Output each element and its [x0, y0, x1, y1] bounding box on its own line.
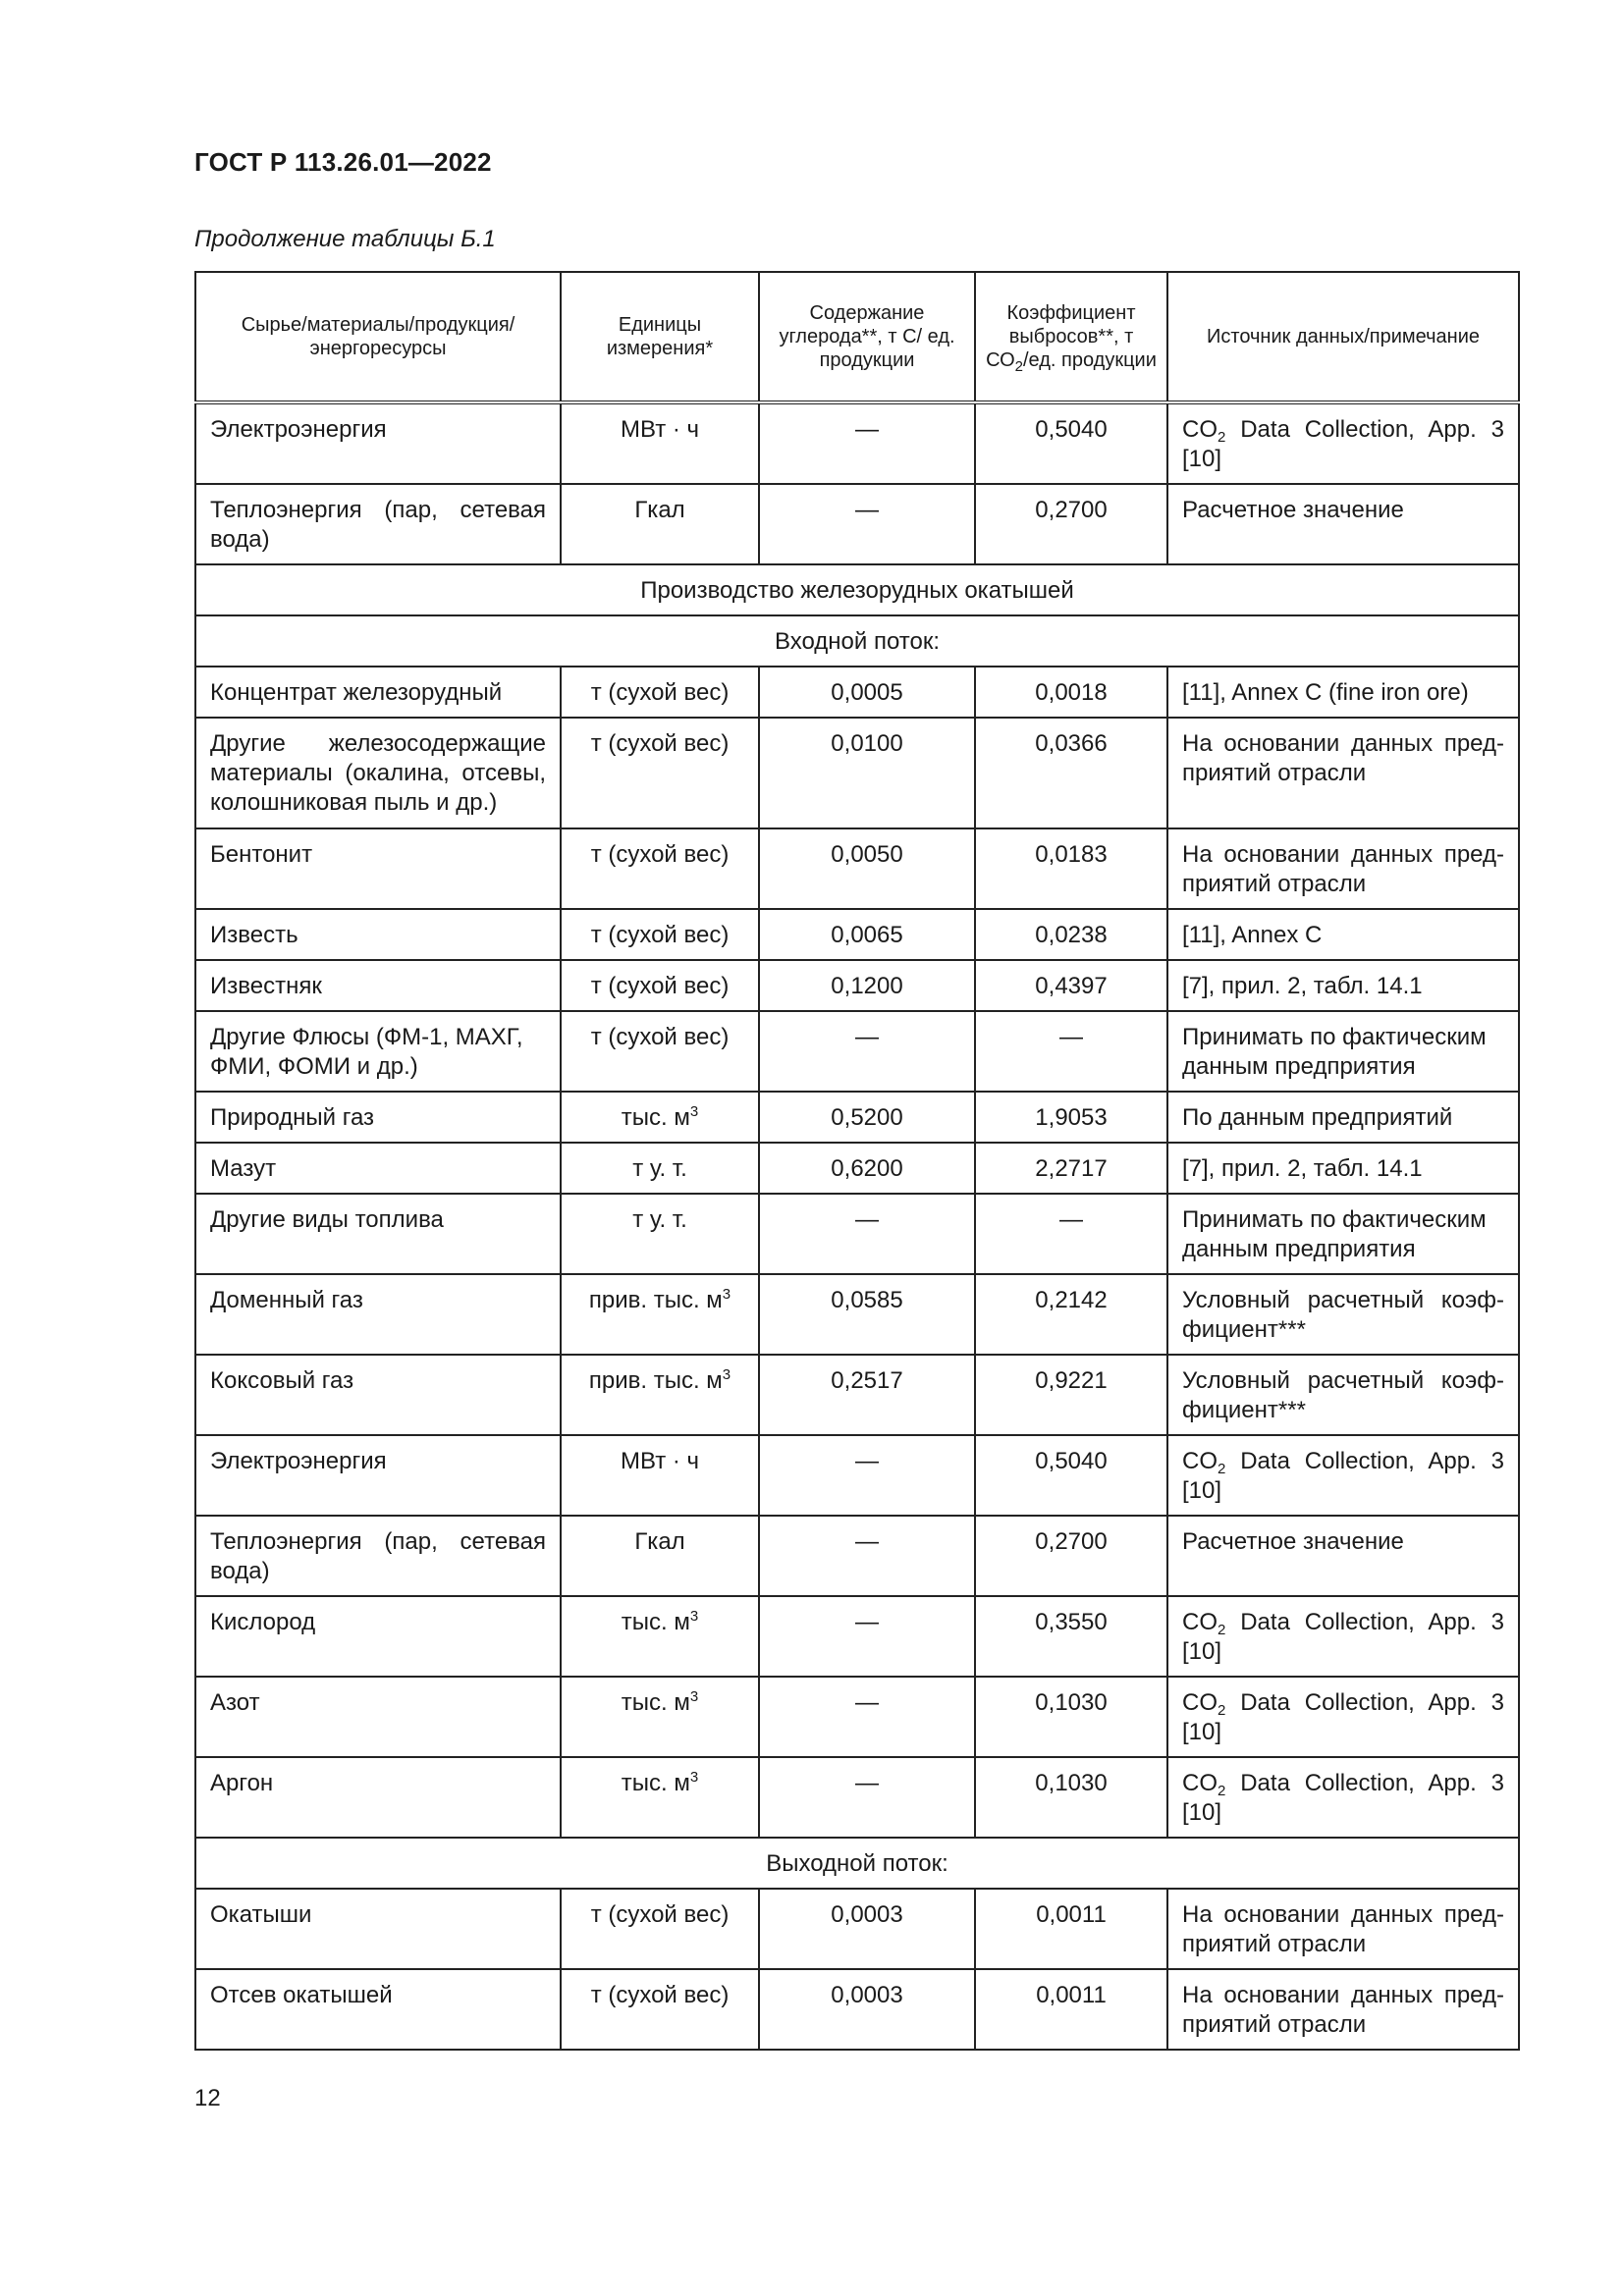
table-row [195, 828, 1519, 909]
cell-source: Расчетное значение [1167, 484, 1519, 564]
cell-unit: МВт · ч [561, 1435, 759, 1516]
cell-material: Отсев окатышей [195, 1969, 561, 2050]
header-carbon: Содержание углерода**, т С/ ед. продукции [759, 272, 975, 402]
subsection-row [195, 1838, 1519, 1889]
cell-coefficient: 0,9221 [975, 1355, 1167, 1435]
source-co-text: CO [1182, 1689, 1218, 1716]
document-header: ГОСТ Р 113.26.01—2022 [194, 147, 492, 177]
cell-source: На основании данных пред-приятий отрасли [1167, 1889, 1519, 1969]
page-number: 12 [194, 2085, 221, 2111]
cell-coefficient: 0,5040 [975, 1435, 1167, 1516]
cell-source: [7], прил. 2, табл. 14.1 [1167, 1143, 1519, 1194]
cell-unit: МВт · ч [561, 402, 759, 484]
cell-material: Азот [195, 1677, 561, 1757]
cell-unit: т (сухой вес) [561, 828, 759, 909]
cell-material: Известь [195, 909, 561, 960]
cell-source: Условный расчетный коэф-фициент*** [1167, 1274, 1519, 1355]
cell-carbon: — [759, 1757, 975, 1838]
cell-unit: т (сухой вес) [561, 1969, 759, 2050]
source-subscript: 2 [1218, 1622, 1226, 1638]
cell-unit [561, 1757, 759, 1838]
cell-coefficient: 0,2700 [975, 1516, 1167, 1596]
table-row [195, 1757, 1519, 1838]
table-row [195, 1194, 1519, 1274]
cell-material: Природный газ [195, 1092, 561, 1143]
unit-text: тыс. м [621, 1609, 690, 1635]
cell-carbon: 0,1200 [759, 960, 975, 1011]
table-row [195, 909, 1519, 960]
table-row [195, 1969, 1519, 2050]
table-row [195, 1435, 1519, 1516]
table-row [195, 1355, 1519, 1435]
table-row [195, 1516, 1519, 1596]
cell-coefficient: 0,0183 [975, 828, 1167, 909]
source-co-text: CO [1182, 1770, 1218, 1796]
cell-carbon: — [759, 1194, 975, 1274]
unit-superscript: 3 [689, 1688, 699, 1705]
cell-unit: т у. т. [561, 1194, 759, 1274]
source-co-text: CO [1182, 416, 1218, 443]
cell-unit [561, 1677, 759, 1757]
table-row [195, 718, 1519, 828]
table-row [195, 1274, 1519, 1355]
cell-coefficient: 1,9053 [975, 1092, 1167, 1143]
unit-text: тыс. м [621, 1104, 690, 1131]
input-flow-label: Входной поток: [195, 615, 1519, 667]
header-coefficient-subscript: 2 [1014, 358, 1023, 375]
cell-unit [561, 1596, 759, 1677]
cell-source: Принимать по фактическим данным предприятия [1167, 1194, 1519, 1274]
cell-carbon: 0,0003 [759, 1889, 975, 1969]
cell-unit: т (сухой вес) [561, 1889, 759, 1969]
table-row [195, 667, 1519, 718]
cell-carbon: 0,2517 [759, 1355, 975, 1435]
cell-material: Электроэнергия [195, 402, 561, 484]
table-caption: Продолжение таблицы Б.1 [194, 226, 496, 252]
cell-unit: т (сухой вес) [561, 960, 759, 1011]
cell-source: [11], Annex C [1167, 909, 1519, 960]
cell-unit: т у. т. [561, 1143, 759, 1194]
table-header-row [195, 272, 1519, 402]
table-row [195, 1596, 1519, 1677]
cell-source [1167, 1435, 1519, 1516]
header-source: Источник данных/примечание [1167, 272, 1519, 402]
section-title: Производство железорудных окатышей [195, 564, 1519, 615]
emissions-table [194, 271, 1520, 2051]
cell-coefficient: — [975, 1011, 1167, 1092]
cell-source [1167, 1596, 1519, 1677]
cell-unit: т (сухой вес) [561, 667, 759, 718]
cell-source [1167, 1677, 1519, 1757]
cell-unit [561, 1092, 759, 1143]
table-row [195, 1889, 1519, 1969]
cell-material: Бентонит [195, 828, 561, 909]
cell-coefficient: 0,1030 [975, 1677, 1167, 1757]
cell-coefficient: 0,3550 [975, 1596, 1167, 1677]
cell-carbon: — [759, 484, 975, 564]
cell-carbon: 0,0050 [759, 828, 975, 909]
cell-carbon: — [759, 1596, 975, 1677]
cell-source: На основании данных пред-приятий отрасли [1167, 718, 1519, 828]
cell-coefficient: 0,0238 [975, 909, 1167, 960]
unit-superscript: 3 [689, 1103, 699, 1120]
section-row [195, 564, 1519, 615]
cell-material: Другие железосодержащие материалы (окалина, отсевы, колошниковая пыль и др.) [195, 718, 561, 828]
output-flow-label: Выходной поток: [195, 1838, 1519, 1889]
cell-material: Окатыши [195, 1889, 561, 1969]
header-units: Единицы измерения* [561, 272, 759, 402]
header-coefficient-text-end: /ед. продукции [1023, 349, 1157, 371]
source-co-text: CO [1182, 1448, 1218, 1474]
unit-superscript: 3 [722, 1286, 731, 1303]
cell-carbon: 0,6200 [759, 1143, 975, 1194]
unit-text: тыс. м [621, 1770, 690, 1796]
cell-source: На основании данных пред-приятий отрасли [1167, 1969, 1519, 2050]
unit-text: прив. тыс. м [588, 1287, 723, 1313]
unit-superscript: 3 [689, 1769, 699, 1786]
cell-coefficient: 0,0018 [975, 667, 1167, 718]
cell-source: [7], прил. 2, табл. 14.1 [1167, 960, 1519, 1011]
table-row [195, 1092, 1519, 1143]
cell-source: Принимать по фактическим данным предприятия [1167, 1011, 1519, 1092]
cell-source: По данным предприятий [1167, 1092, 1519, 1143]
header-material: Сырье/материалы/продукция/ энергоресурсы [195, 272, 561, 402]
cell-coefficient: 0,1030 [975, 1757, 1167, 1838]
cell-unit: Гкал [561, 484, 759, 564]
source-text: Data Collection, App. 3 [10] [1182, 1770, 1504, 1826]
cell-material: Доменный газ [195, 1274, 561, 1355]
cell-unit: т (сухой вес) [561, 1011, 759, 1092]
cell-carbon: 0,0100 [759, 718, 975, 828]
source-text: Data Collection, App. 3 [10] [1182, 1609, 1504, 1665]
cell-carbon: — [759, 1435, 975, 1516]
cell-source: Условный расчетный коэф-фициент*** [1167, 1355, 1519, 1435]
cell-unit [561, 1274, 759, 1355]
cell-material: Электроэнергия [195, 1435, 561, 1516]
table-row [195, 402, 1519, 484]
cell-coefficient: 2,2717 [975, 1143, 1167, 1194]
cell-material: Теплоэнергия (пар, сетевая вода) [195, 1516, 561, 1596]
cell-material: Кислород [195, 1596, 561, 1677]
cell-coefficient: 0,2700 [975, 484, 1167, 564]
cell-material: Мазут [195, 1143, 561, 1194]
source-subscript: 2 [1218, 429, 1226, 446]
cell-material: Известняк [195, 960, 561, 1011]
cell-source [1167, 402, 1519, 484]
table-row [195, 1011, 1519, 1092]
source-co-text: CO [1182, 1609, 1218, 1635]
source-subscript: 2 [1218, 1461, 1226, 1477]
cell-unit: т (сухой вес) [561, 718, 759, 828]
cell-coefficient: — [975, 1194, 1167, 1274]
cell-coefficient: 0,0366 [975, 718, 1167, 828]
cell-material: Коксовый газ [195, 1355, 561, 1435]
cell-source [1167, 1757, 1519, 1838]
cell-carbon: — [759, 402, 975, 484]
cell-carbon: 0,0005 [759, 667, 975, 718]
header-coefficient-text: Коэффициент выбросов**, т СО [986, 302, 1136, 371]
cell-coefficient: 0,0011 [975, 1969, 1167, 2050]
cell-carbon: — [759, 1516, 975, 1596]
cell-source: [11], Annex C (fine iron ore) [1167, 667, 1519, 718]
cell-material: Другие Флюсы (ФМ-1, МАХГ, ФМИ, ФОМИ и др.) [195, 1011, 561, 1092]
header-coefficient [975, 272, 1167, 402]
source-subscript: 2 [1218, 1702, 1226, 1719]
source-text: Data Collection, App. 3 [10] [1182, 416, 1504, 472]
cell-coefficient: 0,0011 [975, 1889, 1167, 1969]
table-row [195, 484, 1519, 564]
cell-source: Расчетное значение [1167, 1516, 1519, 1596]
unit-superscript: 3 [722, 1366, 731, 1383]
cell-material: Другие виды топлива [195, 1194, 561, 1274]
table-row [195, 1143, 1519, 1194]
cell-material: Теплоэнергия (пар, сетевая вода) [195, 484, 561, 564]
cell-unit [561, 1355, 759, 1435]
unit-text: прив. тыс. м [588, 1367, 723, 1394]
unit-superscript: 3 [689, 1608, 699, 1625]
cell-coefficient: 0,5040 [975, 402, 1167, 484]
cell-carbon: 0,0003 [759, 1969, 975, 2050]
cell-material: Концентрат железорудный [195, 667, 561, 718]
unit-text: тыс. м [621, 1689, 690, 1716]
cell-carbon: — [759, 1011, 975, 1092]
table-row [195, 1677, 1519, 1757]
cell-material: Аргон [195, 1757, 561, 1838]
source-text: Data Collection, App. 3 [10] [1182, 1689, 1504, 1745]
cell-unit: Гкал [561, 1516, 759, 1596]
cell-coefficient: 0,4397 [975, 960, 1167, 1011]
cell-carbon: 0,5200 [759, 1092, 975, 1143]
table-row [195, 960, 1519, 1011]
cell-coefficient: 0,2142 [975, 1274, 1167, 1355]
subsection-row [195, 615, 1519, 667]
source-text: Data Collection, App. 3 [10] [1182, 1448, 1504, 1504]
source-subscript: 2 [1218, 1783, 1226, 1799]
cell-carbon: — [759, 1677, 975, 1757]
cell-carbon: 0,0585 [759, 1274, 975, 1355]
cell-unit: т (сухой вес) [561, 909, 759, 960]
cell-carbon: 0,0065 [759, 909, 975, 960]
cell-source: На основании данных пред-приятий отрасли [1167, 828, 1519, 909]
